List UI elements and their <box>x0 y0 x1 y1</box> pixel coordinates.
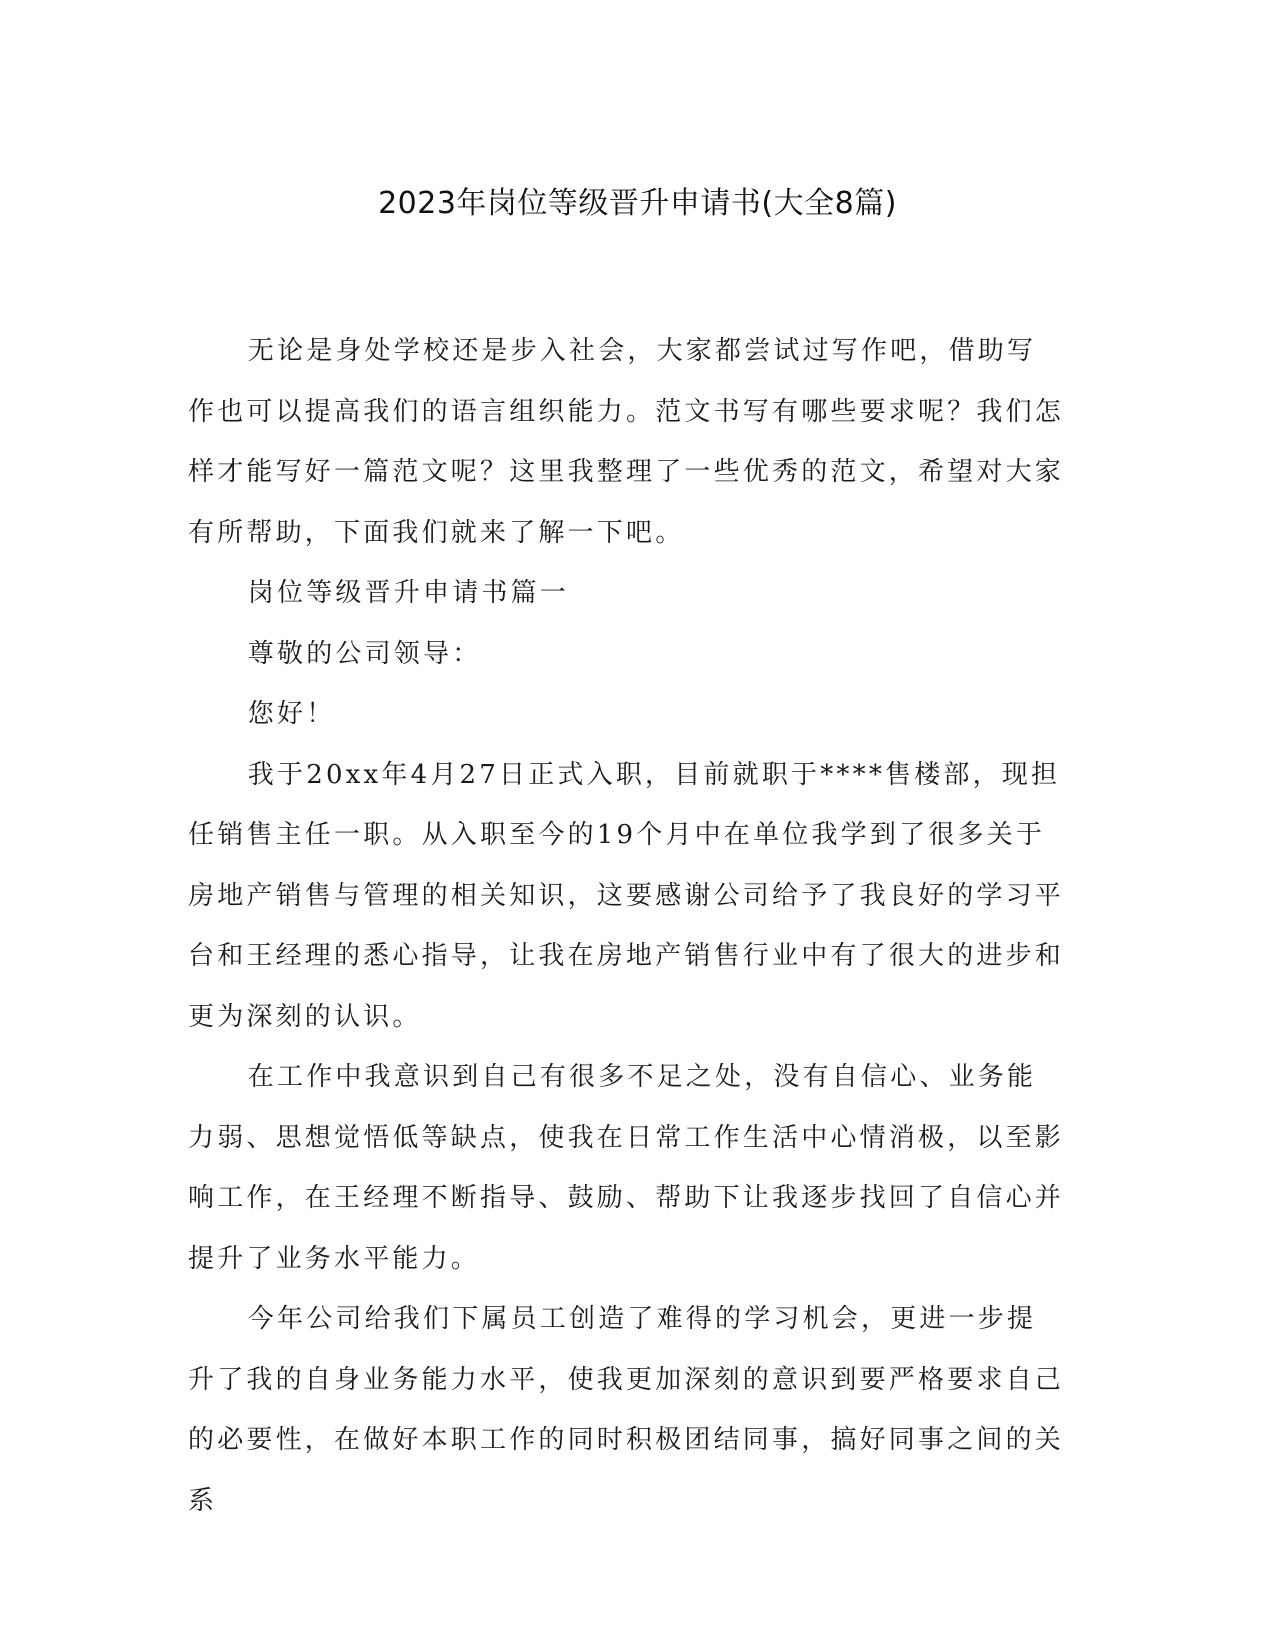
salutation: 尊敬的公司领导： <box>247 638 482 669</box>
body-paragraph: 我于20xx年4月27日正式入职，目前就职于****售楼部，现担任销售主任一职。从入职至今的19个月中在单位我学到了很多关于房地产销售与管理的相关知识，这要感谢公司给予了我良好的学习平台和王经理的悉心指导，让我在房地产销售行业中有了很大的进步和更为深刻的认识。 <box>188 759 1065 1032</box>
body-paragraph: 今年公司给我们下属员工创造了难得的学习机会，更进一步提升了我的自身业务能力水平，使我更加深刻的意识到要严格要求自己的必要性，在做好本职工作的同时积极团结同事，搞好同事之间的关系 <box>188 1304 1065 1516</box>
body-paragraph: 在工作中我意识到自己有很多不足之处，没有自信心、业务能力弱、思想觉悟低等缺点，使我在日常工作生活中心情消极，以至影响工作，在王经理不断指导、鼓励、帮助下让我逐步找回了自信心并提升了业务水平能力。 <box>188 1062 1065 1274</box>
document-body <box>188 321 1064 1531</box>
intro-paragraph: 无论是身处学校还是步入社会，大家都尝试过写作吧，借助写作也可以提高我们的语言组织能力。范文书写有哪些要求呢？我们怎样才能写好一篇范文呢？这里我整理了一些优秀的范文，希望对大家有所帮助，下面我们就来了解一下吧。 <box>188 336 1065 548</box>
section-heading: 岗位等级晋升申请书篇一 <box>247 578 569 608</box>
greeting: 您好！ <box>247 699 336 729</box>
document-title: 2023年岗位等级晋升申请书(大全8篇) <box>378 186 897 221</box>
